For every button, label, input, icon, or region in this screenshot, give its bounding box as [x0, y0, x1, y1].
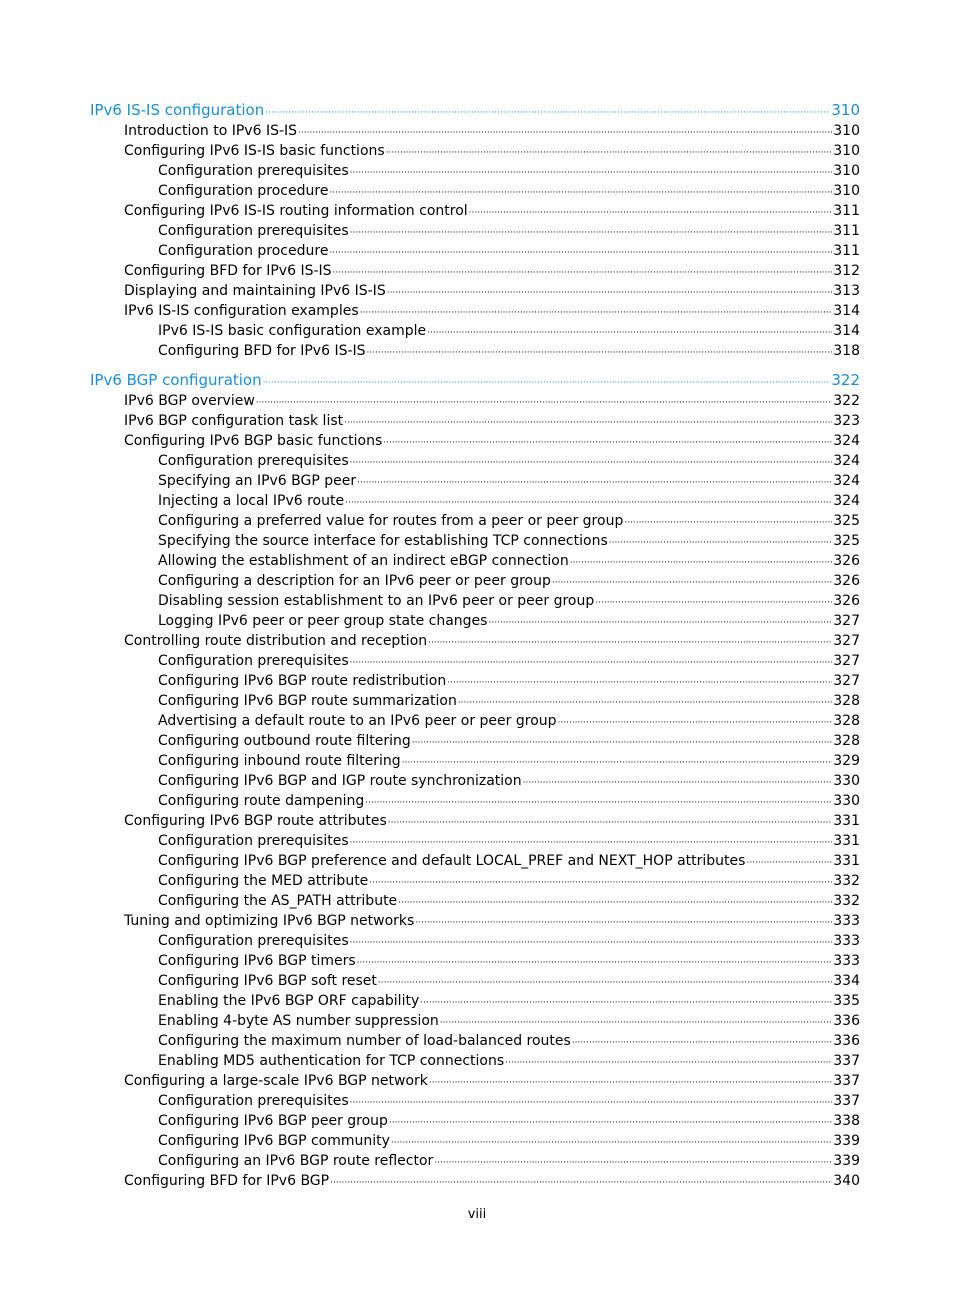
toc-entry-title: Disabling session establishment to an IPv6 peer or peer group: [158, 593, 595, 609]
dot-leader: [552, 573, 832, 593]
toc-entry-title: Configuring IPv6 BGP timers: [158, 953, 356, 969]
toc-entry-title: IPv6 BGP configuration task list: [124, 413, 344, 429]
toc-entry-page: 335: [833, 993, 860, 1009]
toc-entry-title: Configuration procedure: [158, 243, 329, 259]
dot-leader: [447, 673, 832, 693]
toc-entry[interactable]: [90, 591, 860, 611]
toc-entry-page: 310: [833, 123, 860, 139]
dot-leader: [458, 693, 832, 713]
toc-entry-page: 312: [833, 263, 860, 279]
dot-leader: [429, 1073, 832, 1093]
dot-leader: [488, 613, 832, 633]
toc-entry-page: 337: [833, 1053, 860, 1069]
toc-entry-page: 339: [833, 1153, 860, 1169]
dot-leader: [391, 1133, 832, 1153]
toc-entry[interactable]: [90, 951, 860, 971]
dot-leader: [263, 372, 831, 394]
toc-entry-title: Configuring IPv6 BGP basic functions: [124, 433, 383, 449]
toc-entry[interactable]: [90, 1091, 860, 1111]
toc-entry[interactable]: [90, 711, 860, 731]
toc-entry-page: 311: [833, 223, 860, 239]
dot-leader: [624, 513, 832, 533]
toc-entry[interactable]: [90, 321, 860, 341]
dot-leader: [350, 453, 833, 473]
dot-leader: [427, 323, 832, 343]
toc-entry[interactable]: [90, 411, 860, 431]
toc-entry[interactable]: [90, 181, 860, 201]
page-number: viii: [467, 1207, 487, 1222]
toc-entry-page: 324: [833, 473, 860, 489]
dot-leader: [378, 973, 832, 993]
toc-entry-title: Configuring IPv6 BGP route redistribution: [158, 673, 447, 689]
toc-chapter-entry[interactable]: [90, 369, 860, 391]
toc-entry-title: Advertising a default route to an IPv6 peer or peer group: [158, 713, 557, 729]
toc-entry[interactable]: [90, 851, 860, 871]
dot-leader: [386, 143, 833, 163]
dot-leader: [369, 873, 832, 893]
toc-entry-title: Configuring IPv6 BGP route attributes: [124, 813, 387, 829]
toc-entry[interactable]: [90, 771, 860, 791]
toc-entry-title: Configuring the MED attribute: [158, 873, 369, 889]
toc-entry-title: Configuring inbound route filtering: [158, 753, 401, 769]
toc-entry-title: Configuring BFD for IPv6 IS-IS: [124, 263, 332, 279]
toc-chapter-entry[interactable]: [90, 99, 860, 121]
dot-leader: [558, 713, 833, 733]
toc-entry-title: IPv6 IS-IS configuration examples: [124, 303, 359, 319]
toc-entry-page: 340: [833, 1173, 860, 1189]
toc-entry-page: 336: [833, 1033, 860, 1049]
toc-entry-title: Allowing the establishment of an indirect eBGP connection: [158, 553, 569, 569]
toc-entry[interactable]: [90, 611, 860, 631]
toc-entry[interactable]: [90, 511, 860, 531]
dot-leader: [350, 933, 833, 953]
toc-entry[interactable]: [90, 991, 860, 1011]
toc-entry-title: Configuration prerequisites: [158, 163, 349, 179]
toc-entry-title: Configuring IPv6 BGP and IGP route synchronization: [158, 773, 522, 789]
toc-entry[interactable]: [90, 931, 860, 951]
toc-entry[interactable]: [90, 1011, 860, 1031]
toc-entry-title: IPv6 IS-IS basic configuration example: [158, 323, 427, 339]
toc-entry[interactable]: [90, 1151, 860, 1171]
toc-entry-page: 332: [833, 893, 860, 909]
toc-entry-title: IPv6 IS-IS configuration: [90, 101, 265, 119]
dot-leader: [388, 813, 833, 833]
toc-entry[interactable]: [90, 301, 860, 321]
toc-entry[interactable]: [90, 141, 860, 161]
dot-leader: [402, 753, 833, 773]
toc-entry-page: 322: [831, 371, 860, 389]
toc-entry-title: Configuring an IPv6 BGP route reflector: [158, 1153, 434, 1169]
dot-leader: [265, 102, 830, 124]
toc-entry-page: 331: [833, 833, 860, 849]
toc-entry[interactable]: [90, 831, 860, 851]
toc-entry-page: 339: [833, 1133, 860, 1149]
toc-entry[interactable]: [90, 201, 860, 221]
dot-leader: [412, 733, 833, 753]
toc-entry[interactable]: [90, 471, 860, 491]
toc-entry-page: 328: [833, 713, 860, 729]
toc-entry-page: 328: [833, 693, 860, 709]
dot-leader: [570, 553, 833, 573]
toc-entry-page: 311: [833, 203, 860, 219]
toc-entry[interactable]: [90, 1171, 860, 1191]
dot-leader: [298, 123, 832, 143]
dot-leader: [523, 773, 833, 793]
dot-leader: [333, 263, 833, 283]
toc-entry-page: 336: [833, 1013, 860, 1029]
toc-entry-title: Configuration prerequisites: [158, 223, 349, 239]
toc-entry-page: 332: [833, 873, 860, 889]
toc-entry-title: Configuring IPv6 BGP soft reset: [158, 973, 377, 989]
dot-leader: [398, 893, 832, 913]
toc-entry-title: Configuring IPv6 IS-IS basic functions: [124, 143, 385, 159]
dot-leader: [256, 393, 832, 413]
toc-entry-page: 326: [833, 573, 860, 589]
toc-entry[interactable]: [90, 791, 860, 811]
toc-entry[interactable]: [90, 691, 860, 711]
toc-entry[interactable]: [90, 261, 860, 281]
toc-entry-title: Configuration prerequisites: [158, 453, 349, 469]
toc-entry[interactable]: [90, 491, 860, 511]
dot-leader: [389, 1113, 832, 1133]
toc-entry[interactable]: [90, 1111, 860, 1131]
dot-leader: [609, 533, 833, 553]
toc-entry-page: 333: [833, 953, 860, 969]
dot-leader: [434, 1153, 832, 1173]
toc-entry-title: Enabling MD5 authentication for TCP connections: [158, 1053, 505, 1069]
toc-entry[interactable]: [90, 121, 860, 141]
toc-entry[interactable]: [90, 341, 860, 361]
toc-entry-title: Specifying the source interface for establishing TCP connections: [158, 533, 608, 549]
toc-entry-page: 310: [833, 143, 860, 159]
dot-leader: [383, 433, 832, 453]
toc-entry-title: Tuning and optimizing IPv6 BGP networks: [124, 913, 415, 929]
dot-leader: [572, 1033, 832, 1053]
toc-entry-page: 337: [833, 1093, 860, 1109]
toc-entry-title: Configuring the AS_PATH attribute: [158, 893, 398, 909]
toc-entry-title: Configuring outbound route filtering: [158, 733, 411, 749]
toc-entry-page: 323: [833, 413, 860, 429]
dot-leader: [345, 493, 832, 513]
toc-entry-title: Logging IPv6 peer or peer group state changes: [158, 613, 488, 629]
dot-leader: [420, 993, 832, 1013]
toc-entry[interactable]: [90, 751, 860, 771]
toc-entry[interactable]: [90, 871, 860, 891]
toc-entry[interactable]: [90, 1131, 860, 1151]
toc-entry-title: Displaying and maintaining IPv6 IS-IS: [124, 283, 386, 299]
toc-entry-title: Configuring a description for an IPv6 peer or peer group: [158, 573, 551, 589]
dot-leader: [350, 833, 833, 853]
dot-leader: [330, 1173, 832, 1193]
toc-entry[interactable]: [90, 731, 860, 751]
toc-entry[interactable]: [90, 431, 860, 451]
toc-entry-page: 328: [833, 733, 860, 749]
dot-leader: [357, 473, 832, 493]
toc-entry[interactable]: [90, 971, 860, 991]
toc-entry-title: Configuring IPv6 IS-IS routing information control: [124, 203, 468, 219]
dot-leader: [428, 633, 832, 653]
toc-entry-page: 325: [833, 513, 860, 529]
toc-entry-title: Configuring BFD for IPv6 BGP: [124, 1173, 330, 1189]
toc-entry[interactable]: [90, 1031, 860, 1051]
toc-entry[interactable]: [90, 1051, 860, 1071]
toc-entry[interactable]: [90, 281, 860, 301]
toc-entry-title: Configuring IPv6 BGP community: [158, 1133, 390, 1149]
toc-entry-title: Configuring IPv6 BGP preference and default LOCAL_PREF and NEXT_HOP attributes: [158, 853, 746, 869]
toc-entry[interactable]: [90, 241, 860, 261]
toc-entry-page: 334: [833, 973, 860, 989]
toc-entry-title: Configuration procedure: [158, 183, 329, 199]
toc-entry-title: Configuring the maximum number of load-balanced routes: [158, 1033, 571, 1049]
toc-entry-page: 318: [833, 343, 860, 359]
toc-entry-page: 333: [833, 933, 860, 949]
toc-entry[interactable]: [90, 891, 860, 911]
toc-entry-page: 327: [833, 673, 860, 689]
toc-entry-page: 327: [833, 633, 860, 649]
toc-entry-title: Configuring BFD for IPv6 IS-IS: [158, 343, 366, 359]
dot-leader: [415, 913, 832, 933]
toc-entry-title: Introduction to IPv6 IS-IS: [124, 123, 298, 139]
dot-leader: [367, 343, 833, 363]
toc-entry-title: IPv6 BGP configuration: [90, 371, 262, 389]
toc-entry-page: 333: [833, 913, 860, 929]
dot-leader: [344, 413, 832, 433]
dot-leader: [350, 1093, 833, 1113]
toc-entry-title: Configuration prerequisites: [158, 833, 349, 849]
toc-entry[interactable]: [90, 631, 860, 651]
toc-entry-page: 324: [833, 453, 860, 469]
toc-entry-page: 311: [833, 243, 860, 259]
toc-entry[interactable]: [90, 671, 860, 691]
toc-entry-page: 310: [833, 163, 860, 179]
toc-entry-page: 314: [833, 303, 860, 319]
toc-entry[interactable]: [90, 1071, 860, 1091]
toc-entry-page: 325: [833, 533, 860, 549]
dot-leader: [387, 283, 833, 303]
dot-leader: [505, 1053, 832, 1073]
dot-leader: [357, 953, 833, 973]
toc-entry-title: Configuring a preferred value for routes from a peer or peer group: [158, 513, 624, 529]
toc-entry-page: 313: [833, 283, 860, 299]
dot-leader: [350, 223, 833, 243]
toc-entry-page: 314: [833, 323, 860, 339]
toc-entry-page: 324: [833, 433, 860, 449]
toc-entry-page: 330: [833, 773, 860, 789]
toc-entry-title: Injecting a local IPv6 route: [158, 493, 345, 509]
toc-entry-page: 329: [833, 753, 860, 769]
toc-entry-page: 326: [833, 553, 860, 569]
toc-entry-page: 324: [833, 493, 860, 509]
toc-entry-title: IPv6 BGP overview: [124, 393, 255, 409]
dot-leader: [440, 1013, 832, 1033]
toc-entry-page: 310: [831, 101, 860, 119]
toc-entry-title: Configuring IPv6 BGP peer group: [158, 1113, 388, 1129]
toc-entry-title: Specifying an IPv6 BGP peer: [158, 473, 357, 489]
dot-leader: [329, 183, 832, 203]
dot-leader: [329, 243, 832, 263]
toc-entry-page: 330: [833, 793, 860, 809]
toc-entry-title: Configuring a large-scale IPv6 BGP network: [124, 1073, 428, 1089]
toc-entry-page: 337: [833, 1073, 860, 1089]
toc-entry[interactable]: [90, 551, 860, 571]
toc-entry-title: Enabling the IPv6 BGP ORF capability: [158, 993, 420, 1009]
toc-entry[interactable]: [90, 651, 860, 671]
toc-entry[interactable]: [90, 161, 860, 181]
dot-leader: [350, 163, 833, 183]
toc-entry[interactable]: [90, 531, 860, 551]
toc-entry-page: 327: [833, 653, 860, 669]
toc-entry[interactable]: [90, 451, 860, 471]
toc-entry-title: Enabling 4-byte AS number suppression: [158, 1013, 439, 1029]
dot-leader: [365, 793, 832, 813]
toc-entry-page: 326: [833, 593, 860, 609]
dot-leader: [469, 203, 833, 223]
toc-entry-title: Configuration prerequisites: [158, 933, 349, 949]
toc-entry-page: 310: [833, 183, 860, 199]
toc-entry[interactable]: [90, 811, 860, 831]
toc-entry[interactable]: [90, 911, 860, 931]
toc-entry-title: Configuring route dampening: [158, 793, 365, 809]
toc-entry-title: Configuration prerequisites: [158, 653, 349, 669]
toc-entry[interactable]: [90, 221, 860, 241]
toc-entry-page: 327: [833, 613, 860, 629]
toc-entry-title: Configuring IPv6 BGP route summarization: [158, 693, 457, 709]
dot-leader: [350, 653, 833, 673]
toc-entry-title: Configuration prerequisites: [158, 1093, 349, 1109]
toc-entry-title: Controlling route distribution and reception: [124, 633, 428, 649]
toc-entry-page: 331: [833, 853, 860, 869]
toc-entry[interactable]: [90, 571, 860, 591]
toc-entry-page: 338: [833, 1113, 860, 1129]
dot-leader: [595, 593, 832, 613]
toc-entry[interactable]: [90, 391, 860, 411]
toc-entry-page: 331: [833, 813, 860, 829]
table-of-contents: [90, 99, 860, 1191]
dot-leader: [746, 853, 832, 873]
toc-entry-page: 322: [833, 393, 860, 409]
dot-leader: [360, 303, 833, 323]
